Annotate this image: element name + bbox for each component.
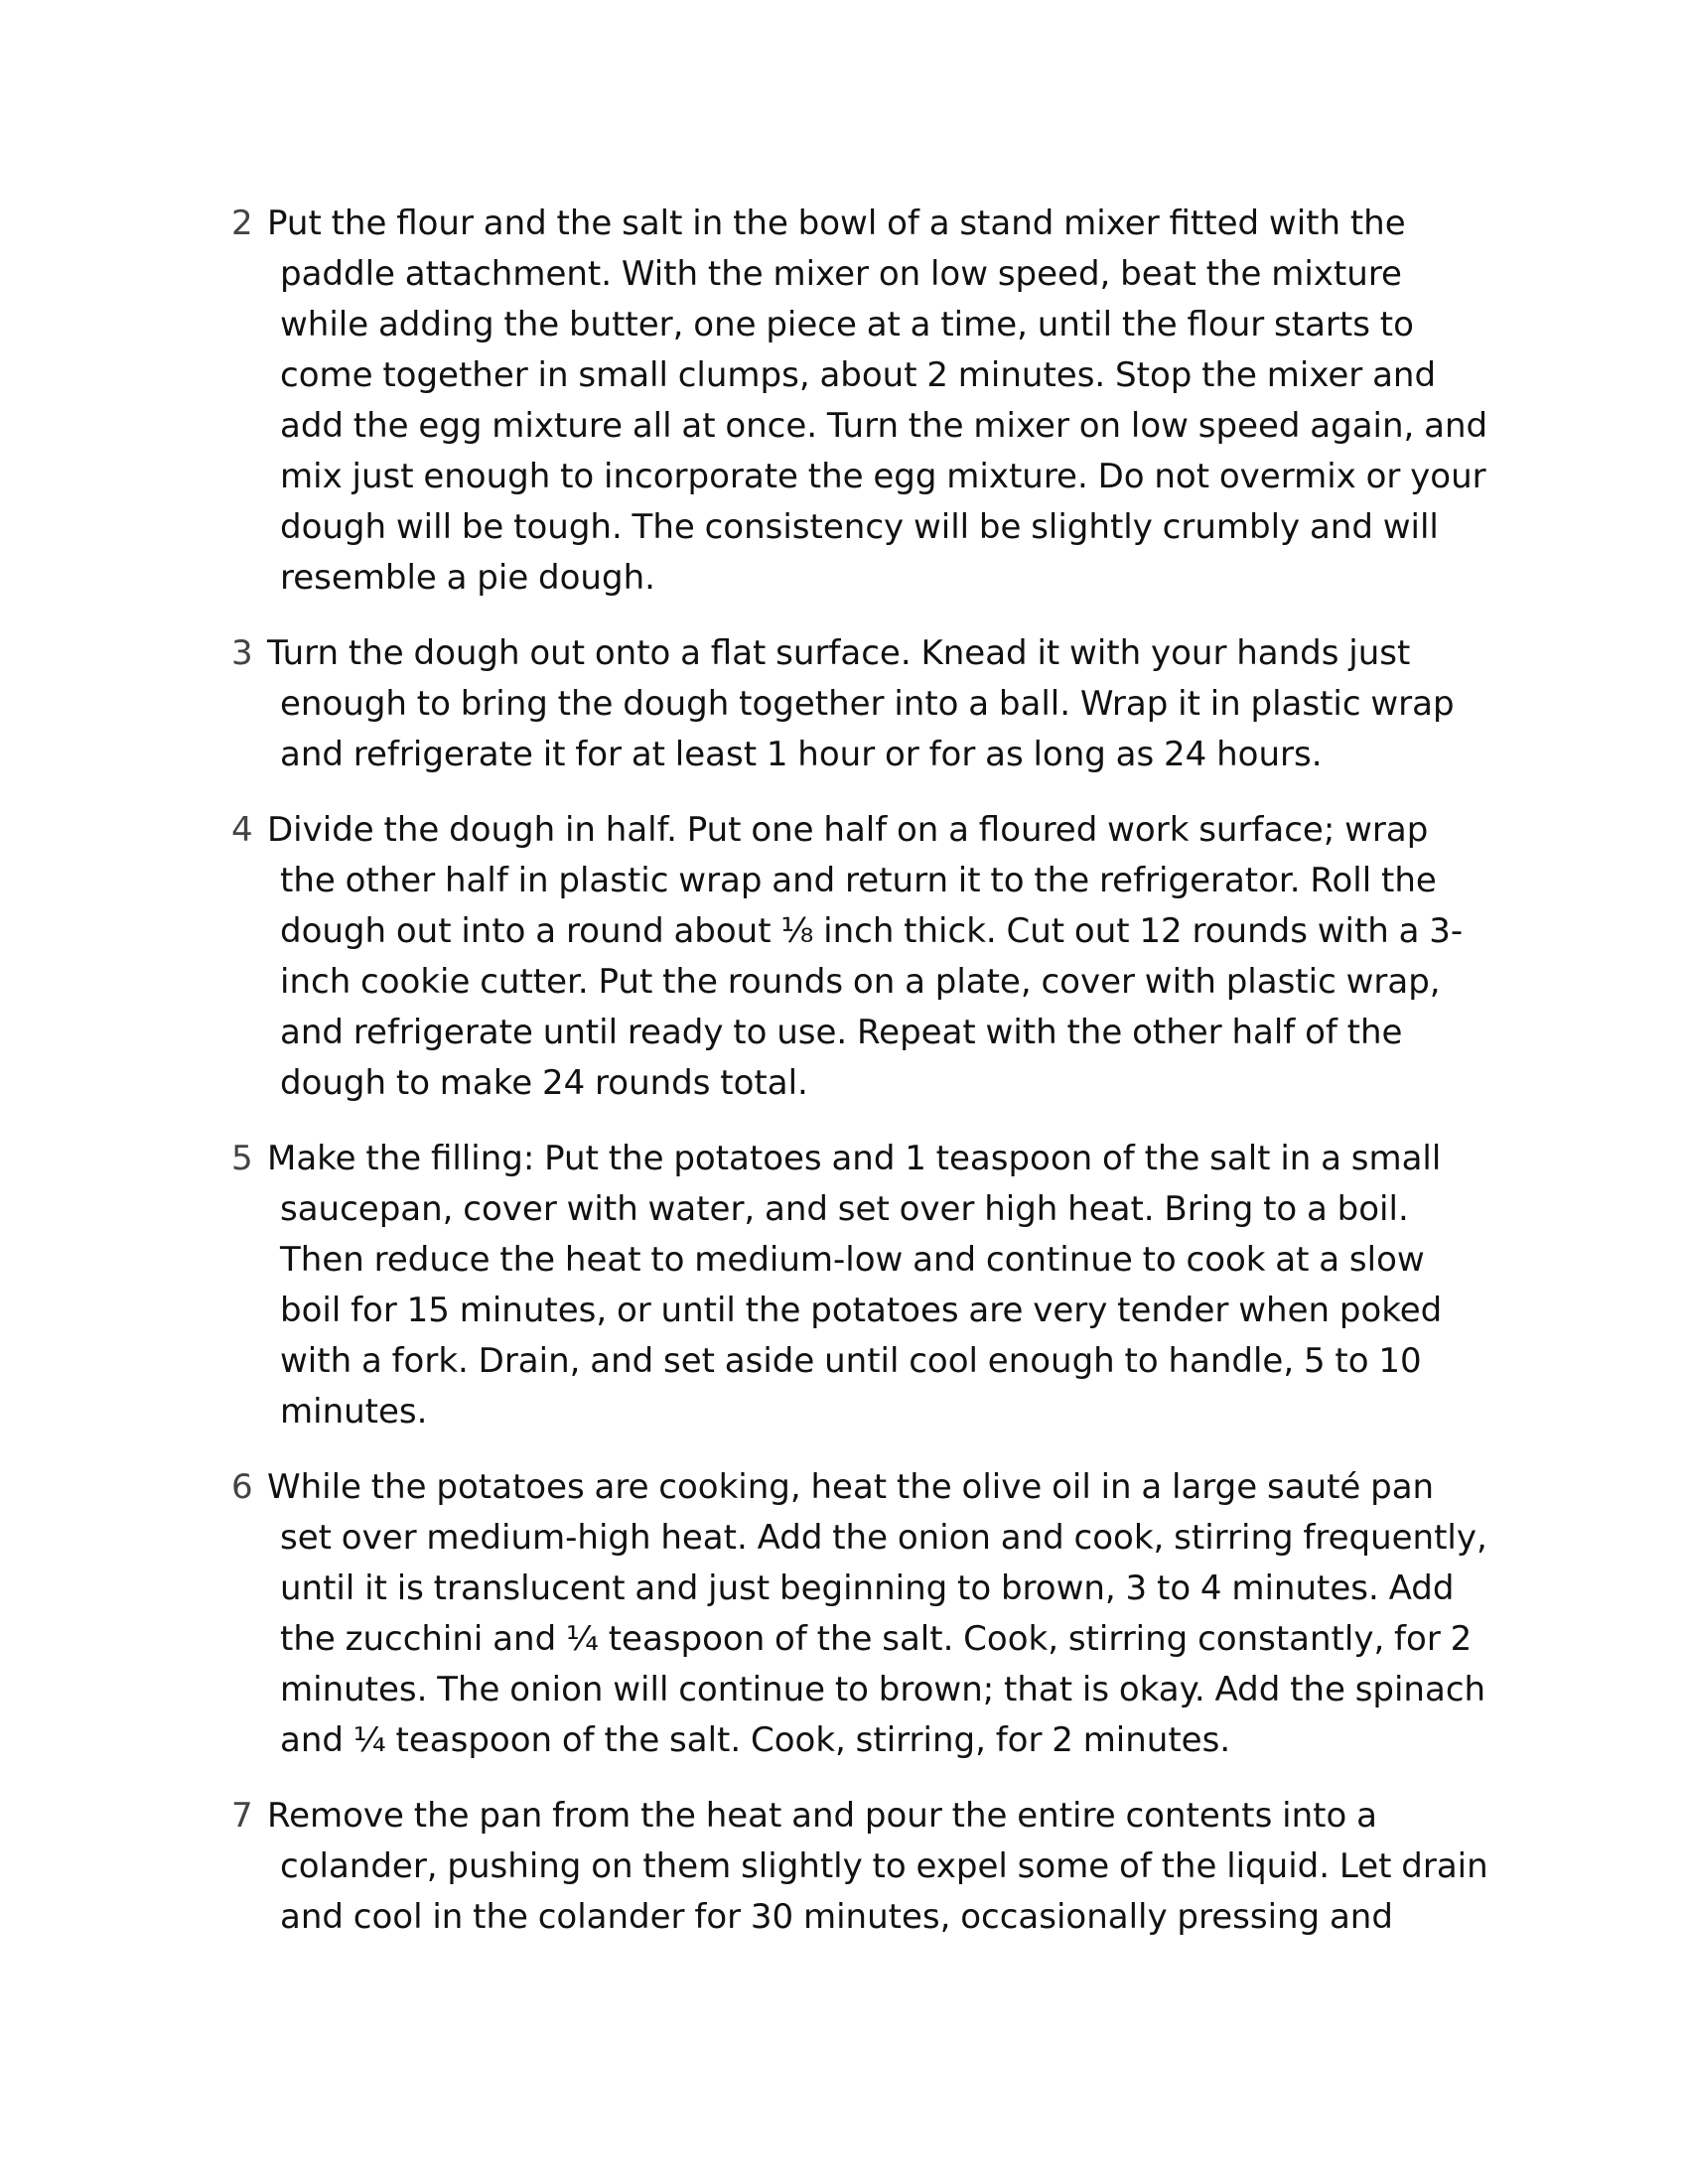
step-text: Divide the dough in half. Put one half on a floured work surface; wrap the other half in plastic wrap and return it to the refrigerator. Roll the dough out into a round about ⅛ inch thick. Cut out 12 rounds with a 3-inch cookie cutter. Put the rounds on a plate, cover with plastic wrap, and refrigerate until ready to use. Repeat with the other half of the dough to make 24 rounds total. [267, 810, 1464, 1103]
recipe-step [231, 805, 1492, 1109]
step-number: 2 [231, 204, 253, 243]
recipe-step [231, 1134, 1492, 1437]
recipe-step [231, 1791, 1492, 1943]
step-text: Make the filling: Put the potatoes and 1 teaspoon of the salt in a small saucepan, cover with water, and set over high heat. Bring to a boil. Then reduce the heat to medium-low and continue to cook at a slow boil for 15 minutes, or until the potatoes are very tender when poked with a fork. Drain, and set aside until cool enough to handle, 5 to 10 minutes. [267, 1139, 1443, 1432]
step-number: 3 [231, 633, 253, 673]
recipe-step [231, 628, 1492, 780]
step-number: 7 [231, 1796, 253, 1836]
step-number: 6 [231, 1467, 253, 1507]
recipe-steps [231, 199, 1492, 1968]
step-number: 4 [231, 810, 253, 850]
step-text: While the potatoes are cooking, heat the olive oil in a large sauté pan set over medium-high heat. Add the onion and cook, stirring frequently, until it is translucent and just beginning to brown, 3 to 4 minutes. Add the zucchini and ¼ teaspoon of the salt. Cook, stirring constantly, for 2 minutes. The onion will continue to brown; that is okay. Add the spinach and ¼ teaspoon of the salt. Cook, stirring, for 2 minutes. [267, 1467, 1487, 1760]
recipe-step [231, 199, 1492, 604]
step-text: Put the flour and the salt in the bowl of a stand mixer fitted with the paddle attachment. With the mixer on low speed, beat the mixture while adding the butter, one piece at a time, until the flour starts to come together in small clumps, about 2 minutes. Stop the mixer and add the egg mixture all at once. Turn the mixer on low speed again, and mix just enough to incorporate the egg mixture. Do not overmix or your dough will be tough. The consistency will be slightly crumbly and will resemble a pie dough. [267, 204, 1488, 598]
step-text: Turn the dough out onto a flat surface. Knead it with your hands just enough to bring the dough together into a ball. Wrap it in plastic wrap and refrigerate it for at least 1 hour or for as long as 24 hours. [267, 633, 1455, 774]
recipe-step [231, 1462, 1492, 1766]
step-number: 5 [231, 1139, 253, 1178]
step-text: Remove the pan from the heat and pour the entire contents into a colander, pushing on them slightly to expel some of the liquid. Let drain and cool in the colander for 30 minutes, occasionally pressing and [267, 1796, 1488, 1937]
